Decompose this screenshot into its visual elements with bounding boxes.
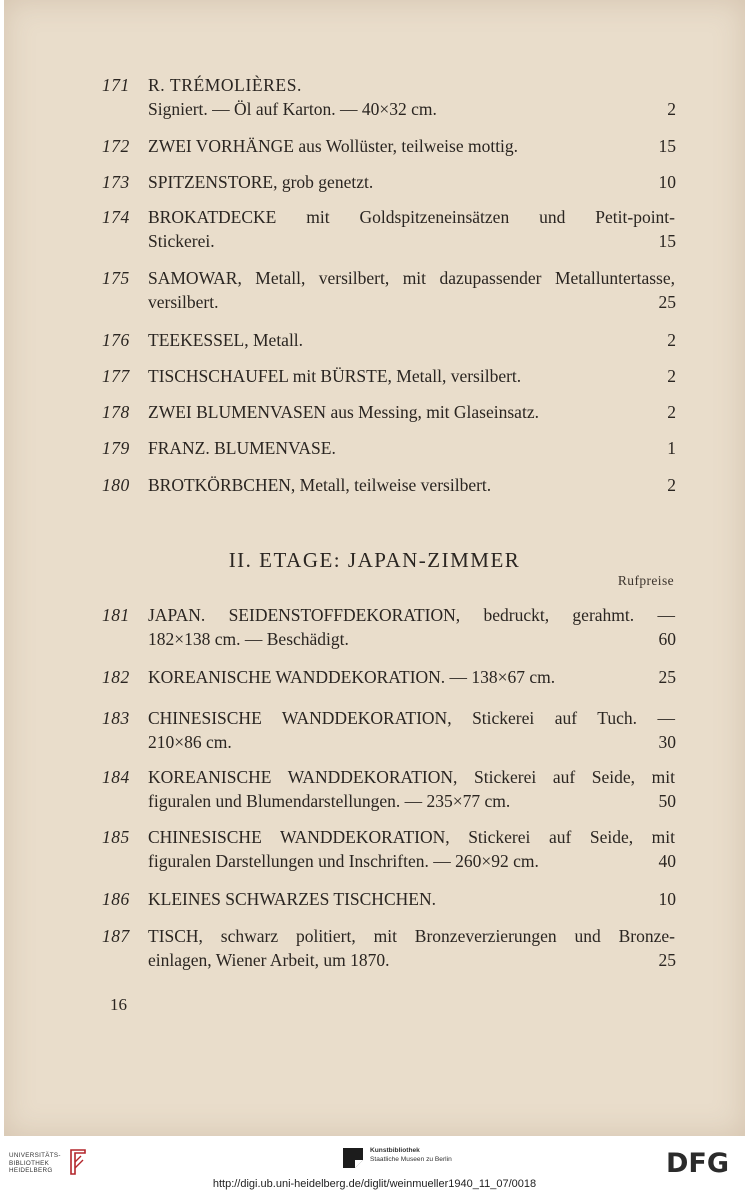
- lot-number: 172: [102, 136, 130, 156]
- lot-number: 174: [102, 207, 130, 227]
- lot-title: ZWEI BLUMENVASEN aus Messing, mit Glaseinsatz.: [148, 402, 539, 422]
- heidelberg-library-logo-icon[interactable]: [67, 1148, 89, 1176]
- lot-number: 185: [102, 827, 130, 847]
- lot-number: 177: [102, 366, 130, 386]
- page-number: 16: [110, 995, 127, 1014]
- lot-number: 179: [102, 438, 130, 458]
- lot-price: 15: [658, 231, 676, 251]
- lot-price: 2: [667, 330, 676, 350]
- column-header-rufpreise: Rufpreise: [617, 573, 674, 588]
- lot-price: 25: [658, 667, 676, 687]
- lot-title: SAMOWAR, Metall, versilbert, mit dazupassender Metalluntertasse,: [148, 268, 675, 288]
- lot-description: figuralen und Blumendarstellungen. — 235×77 cm.: [148, 791, 511, 811]
- lot-number: 175: [102, 268, 130, 288]
- lot-number: 186: [102, 889, 130, 909]
- lot-description: figuralen Darstellungen und Inschriften. — 260×92 cm.: [148, 851, 539, 871]
- dfg-logo[interactable]: DFG: [666, 1148, 730, 1179]
- lot-price: 25: [658, 292, 676, 312]
- lot-title: BROKATDECKE mit Goldspitzeneinsätzen und Petit-point-: [148, 207, 675, 227]
- lot-number: 183: [102, 708, 130, 728]
- lot-price: 30: [658, 732, 676, 752]
- lot-description: Signiert. — Öl auf Karton. — 40×32 cm.: [148, 99, 437, 119]
- lot-title: TISCH, schwarz politiert, mit Bronzeverzierungen und Bronze-: [148, 926, 675, 946]
- source-url-link[interactable]: http://digi.ub.uni-heidelberg.de/diglit/weinmueller1940_11_07/0018: [212, 1178, 537, 1190]
- lot-title: JAPAN. SEIDENSTOFFDEKORATION, bedruckt, gerahmt. —: [148, 605, 675, 625]
- lot-number: 176: [102, 330, 130, 350]
- kb-line-2: Staatliche Museen zu Berlin: [370, 1156, 452, 1163]
- lot-price: 10: [658, 889, 676, 909]
- lot-title: KLEINES SCHWARZES TISCHCHEN.: [148, 889, 436, 909]
- lot-title: ZWEI VORHÄNGE aus Wollüster, teilweise mottig.: [148, 136, 519, 156]
- lot-description: 182×138 cm. — Beschädigt.: [148, 629, 349, 649]
- lot-title: CHINESISCHE WANDDEKORATION, Stickerei auf Tuch. —: [148, 708, 675, 728]
- lot-description: 210×86 cm.: [148, 732, 232, 752]
- lot-title: KOREANISCHE WANDDEKORATION, Stickerei auf Seide, mit: [148, 767, 675, 787]
- lot-title: TEEKESSEL, Metall.: [148, 330, 304, 350]
- lot-price: 10: [658, 172, 676, 192]
- lot-number: 182: [102, 667, 130, 687]
- lot-description: einlagen, Wiener Arbeit, um 1870.: [148, 950, 390, 970]
- lot-price: 2: [667, 366, 676, 386]
- lot-number: 173: [102, 172, 130, 192]
- lot-description: Stickerei.: [148, 231, 215, 251]
- lot-price: 15: [658, 136, 676, 156]
- lot-price: 60: [658, 629, 676, 649]
- lot-number: 180: [102, 475, 130, 495]
- lot-title: CHINESISCHE WANDDEKORATION, Stickerei auf Seide, mit: [148, 827, 675, 847]
- catalog-page: [4, 0, 745, 1136]
- lot-number: 171: [102, 75, 130, 95]
- lot-price: 2: [667, 402, 676, 422]
- lot-price: 25: [658, 950, 676, 970]
- lot-title: R. TRÉMOLIÈRES.: [148, 75, 303, 95]
- lot-price: 1: [667, 438, 676, 458]
- uni-line-3: HEIDELBERG: [9, 1167, 53, 1174]
- lot-description: versilbert.: [148, 292, 219, 312]
- heidelberg-library-logo-text[interactable]: [9, 1152, 69, 1175]
- lot-price: 2: [667, 475, 676, 495]
- lot-number: 181: [102, 605, 130, 625]
- kb-line-1: Kunstbibliothek: [370, 1147, 420, 1154]
- lot-title: TISCHSCHAUFEL mit BÜRSTE, Metall, versilbert.: [148, 366, 522, 386]
- lot-price: 2: [667, 99, 676, 119]
- lot-price: 40: [658, 851, 676, 871]
- kunstbibliothek-logo-text[interactable]: [370, 1146, 452, 1164]
- lot-price: 50: [658, 791, 676, 811]
- lot-title: KOREANISCHE WANDDEKORATION. — 138×67 cm.: [148, 667, 556, 687]
- section-title: II. ETAGE: JAPAN-ZIMMER: [228, 548, 521, 572]
- lot-number: 178: [102, 402, 130, 422]
- lot-title: BROTKÖRBCHEN, Metall, teilweise versilbert.: [148, 475, 492, 495]
- lot-number: 187: [102, 926, 130, 946]
- lot-title: FRANZ. BLUMENVASE.: [148, 438, 336, 458]
- kunstbibliothek-logo-icon[interactable]: [343, 1148, 363, 1168]
- uni-line-1: UNIVERSITÄTS-: [9, 1152, 61, 1159]
- lot-title: SPITZENSTORE, grob genetzt.: [148, 172, 374, 192]
- uni-line-2: BIBLIOTHEK: [9, 1159, 50, 1167]
- lot-number: 184: [102, 767, 130, 787]
